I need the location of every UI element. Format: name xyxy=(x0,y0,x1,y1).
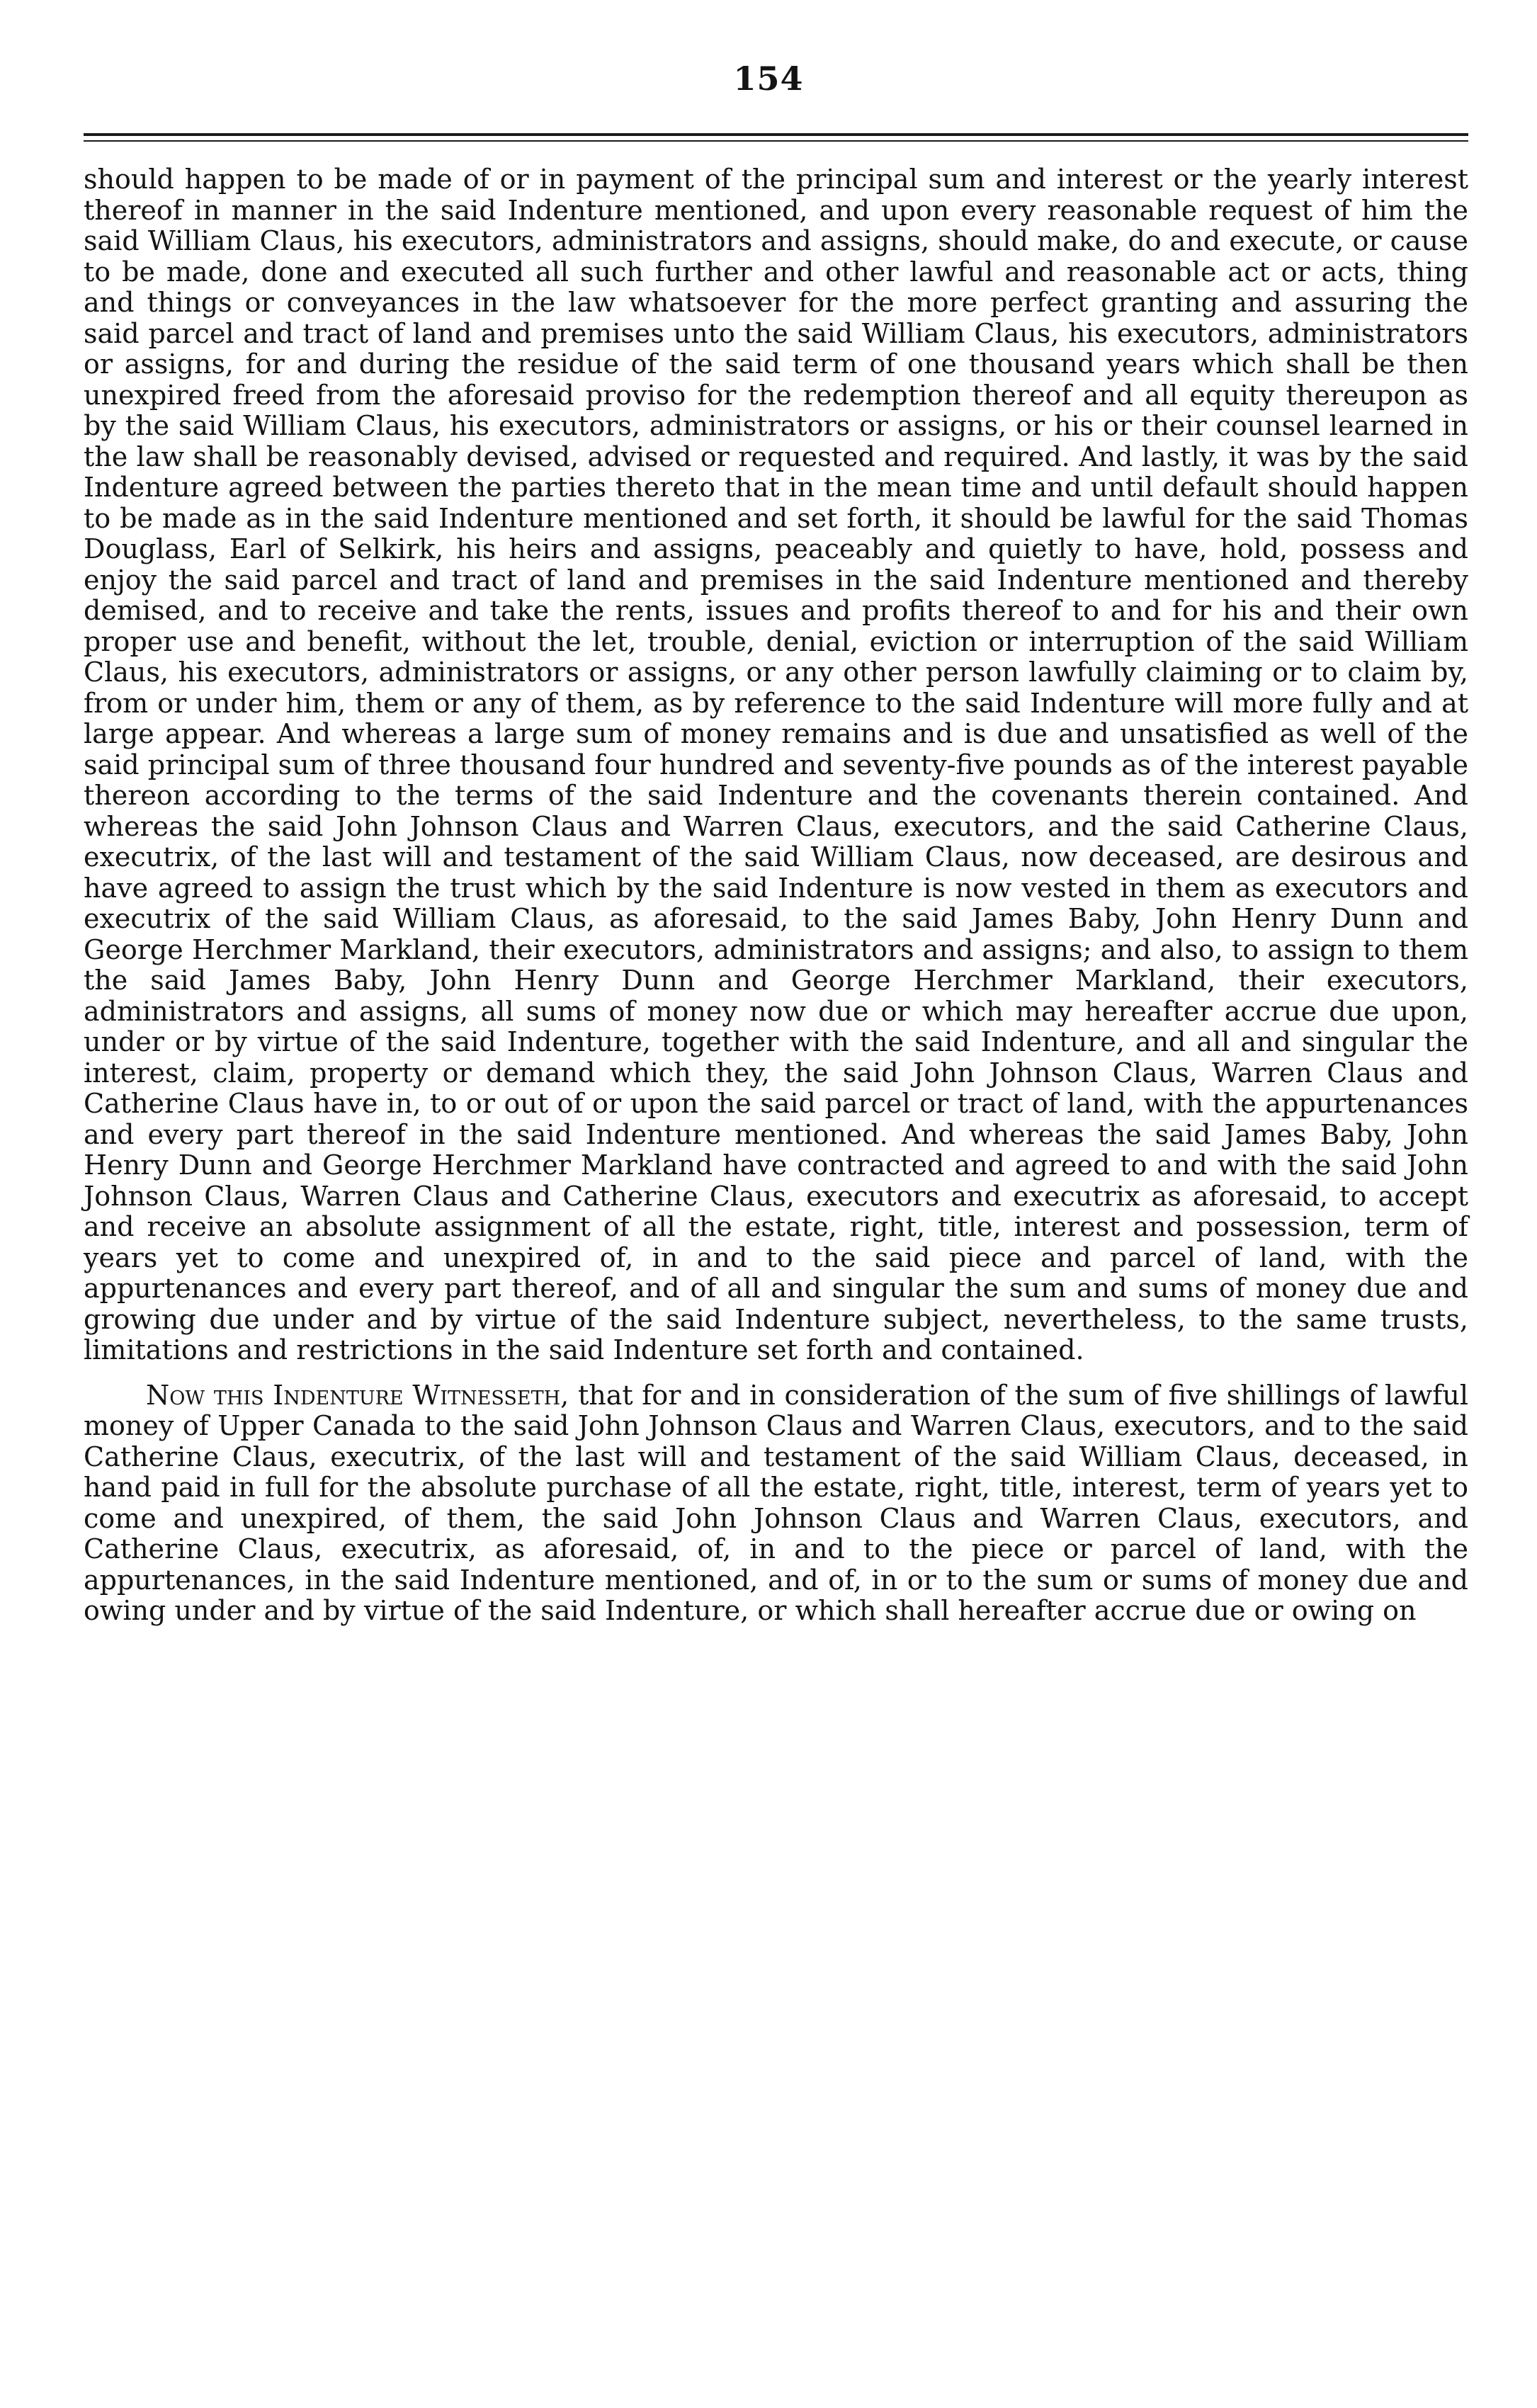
body-text xyxy=(84,164,1468,1627)
header-rule-thin xyxy=(84,140,1468,142)
paragraph-recitals: should happen to be made of or in payment of the principal sum and interest or the yearly interest thereof in manner in the said Indenture mentioned, and upon every reasonable request of him the said William Claus, his executors, administrators and assigns, should make, do and execute, or cause to be made, done and executed all such further and other lawful and reasonable act or acts, thing and things or conveyances in the law whatsoever for the more perfect granting and assuring the said parcel and tract of land and premises unto the said William Claus, his executors, administrators or assigns, for and during the residue of the said term of one thousand years which shall be then unexpired freed from the aforesaid proviso for the redemption thereof and all equity thereupon as by the said William Claus, his executors, administrators or assigns, or his or their counsel learned in the law shall be reasonably devised, advised or requested and required. And lastly, it was by the said Indenture agreed between the parties thereto that in the mean time and until default should happen to be made as in the said Indenture mentioned and set forth, it should be lawful for the said Thomas Douglass, Earl of Selkirk, his heirs and assigns, peaceably and quietly to have, hold, possess and enjoy the said parcel and tract of land and premises in the said Indenture mentioned and thereby demised, and to receive and take the rents, issues and profits thereof to and for his and their own proper use and benefit, without the let, trouble, denial, eviction or interruption of the said William Claus, his executors, administrators or assigns, or any other person lawfully claiming or to claim by, from or under him, them or any of them, as by reference to the said Indenture will more fully and at large appear. And whereas a large sum of money remains and is due and unsatisfied as well of the said principal sum of three thousand four hundred and seventy-five pounds as of the interest payable thereon according to the terms of the said Indenture and the covenants therein contained. And whereas the said John Johnson Claus and Warren Claus, executors, and the said Catherine Claus, executrix, of the last will and testament of the said William Claus, now deceased, are desirous and have agreed to assign the trust which by the said Indenture is now vested in them as executors and executrix of the said William Claus, as aforesaid, to the said James Baby, John Henry Dunn and George Herchmer Markland, their executors, administrators and assigns; and also, to assign to them the said James Baby, John Henry Dunn and George Herchmer Markland, their executors, administrators and assigns, all sums of money now due or which may hereafter accrue due upon, under or by virtue of the said Indenture, together with the said Indenture, and all and singular the interest, claim, property or demand which they, the said John Johnson Claus, Warren Claus and Catherine Claus have in, to or out of or upon the said parcel or tract of land, with the appurtenances and every part thereof in the said Indenture mentioned. And whereas the said James Baby, John Henry Dunn and George Herchmer Markland have contracted and agreed to and with the said John Johnson Claus, Warren Claus and Catherine Claus, executors and executrix as aforesaid, to accept and receive an absolute assignment of all the estate, right, title, interest and possession, term of years yet to come and unexpired of, in and to the said piece and parcel of land, with the appurtenances and every part thereof, and of all and singular the sum and sums of money due and growing due under and by virtue of the said Indenture subject, nevertheless, to the same trusts, limitations and restrictions in the said Indenture set forth and contained. xyxy=(84,164,1468,1365)
witnesseth-text: that for and in consideration of the sum of five shillings of lawful money of Upper Canada to the said John Johnson Claus and Warren Claus, executors, and to the said Catherine Claus, executrix, of the last will and testament of the said William Claus, deceased, in hand paid in full for the absolute purchase of all the estate, right, title, interest, term of years yet to come and unexpired, of them, the said John Johnson Claus and Warren Claus, executors, and Catherine Claus, executrix, as aforesaid, of, in and to the piece or parcel of land, with the appurtenances, in the said Indenture mentioned, and of, in or to the sum or sums of money due and owing under and by virtue of the said Indenture, or which shall hereafter accrue due or owing on xyxy=(84,1379,1468,1626)
page-number: 154 xyxy=(733,59,804,98)
header-rule-thick xyxy=(84,133,1468,136)
witnesseth-lead: Now this Indenture Witnesseth, xyxy=(146,1379,569,1411)
paragraph-witnesseth xyxy=(84,1380,1468,1627)
